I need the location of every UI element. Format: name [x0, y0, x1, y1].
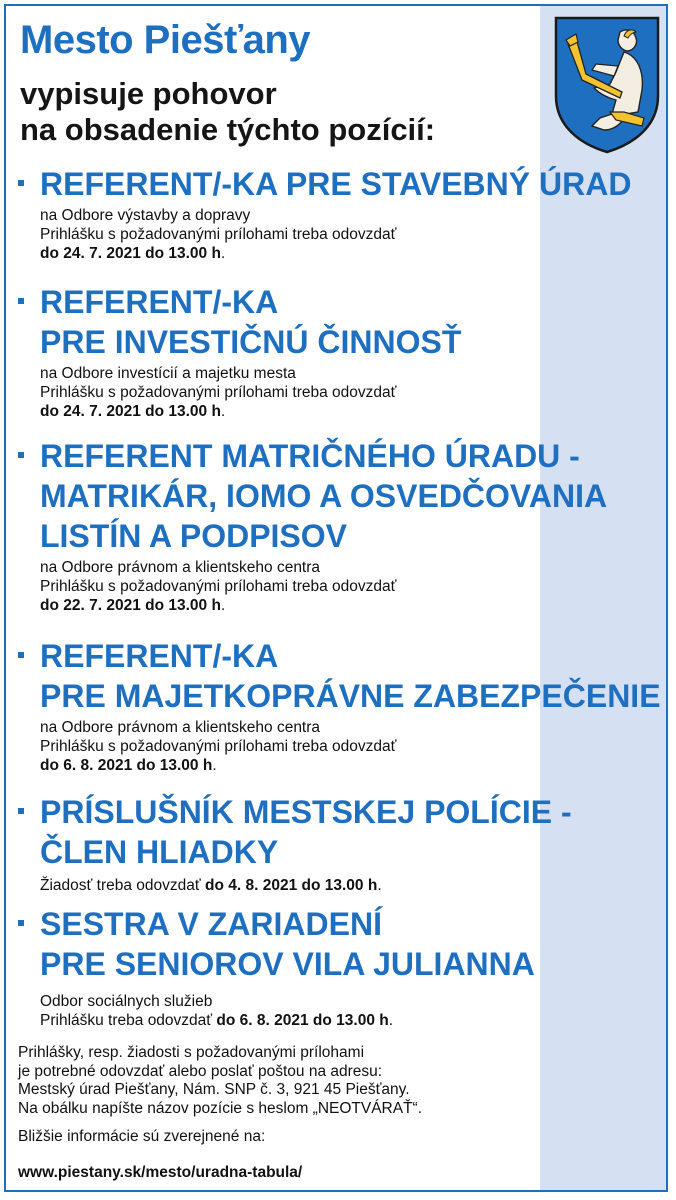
footer-instructions [18, 1044, 538, 1147]
position-submit-text: Prihlášku treba odovzdať [40, 1012, 213, 1029]
position-matricny-urad [0, 436, 676, 615]
position-title-line-2: MATRIKÁR, IOMO A OSVEDČOVANIA [40, 478, 608, 514]
position-title-line-2: PRE MAJETKOPRÁVNE ZABEZPEČENIE [40, 678, 661, 714]
subtitle-line-1: vypisuje pohovor [20, 76, 277, 111]
position-deadline-line: Prihlášku treba odovzdať do 6. 8. 2021 do 13.00 h. [40, 1012, 394, 1029]
position-department: na Odbore právnom a klientskeho centra [40, 559, 321, 576]
position-deadline: do 6. 8. 2021 do 13.00 h [40, 757, 213, 774]
footer-line: Na obálku napíšte názov pozície s heslom „NEOTVÁRAŤ“. [18, 1099, 423, 1117]
city-title: Mesto Piešťany [20, 18, 311, 62]
position-deadline: do 6. 8. 2021 do 13.00 h [216, 1012, 389, 1029]
position-deadline: do 24. 7. 2021 do 13.00 h [40, 403, 221, 420]
position-title-line-1: PRÍSLUŠNÍK MESTSKEJ POLÍCIE - [40, 794, 572, 830]
position-deadline-line: do 22. 7. 2021 do 13.00 h. [40, 597, 226, 614]
footer-line: je potrebné odovzdať alebo poslať poštou na adresu: [18, 1062, 383, 1080]
position-deadline-line: do 24. 7. 2021 do 13.00 h. [40, 245, 226, 262]
position-submit-text: Prihlášku s požadovanými prílohami treba odovzdať [40, 384, 397, 401]
position-mestska-policia [0, 792, 676, 895]
position-majetkopravne [0, 636, 676, 775]
position-title-line-2: PRE SENIOROV VILA JULIANNA [40, 946, 535, 982]
position-deadline: do 22. 7. 2021 do 13.00 h [40, 597, 221, 614]
position-deadline-line: Žiadosť treba odovzdať do 4. 8. 2021 do 13.00 h. [40, 877, 382, 894]
position-department: na Odbore výstavby a dopravy [40, 207, 251, 224]
subtitle-line-2: na obsadenie týchto pozícií: [20, 112, 436, 147]
website-link[interactable]: www.piestany.sk/mesto/uradna-tabula/ [18, 1164, 303, 1181]
position-title-line-2: PRE INVESTIČNÚ ČINNOSŤ [40, 324, 462, 360]
position-sestra-senior [0, 904, 676, 1030]
position-submit-text: Prihlášku s požadovanými prílohami treba odovzdať [40, 578, 397, 595]
position-deadline-line: do 6. 8. 2021 do 13.00 h. [40, 757, 217, 774]
position-submit-text: Prihlášku s požadovanými prílohami treba odovzdať [40, 738, 397, 755]
position-department: Odbor sociálnych služieb [40, 993, 213, 1010]
position-submit-text: Prihlášku s požadovanými prílohami treba odovzdať [40, 226, 397, 243]
position-title-line-1: REFERENT/-KA [40, 284, 279, 320]
position-stavebny-urad [0, 164, 676, 263]
footer-line: Mestský úrad Piešťany, Nám. SNP č. 3, 921 45 Piešťany. [18, 1081, 410, 1098]
position-deadline-line: do 24. 7. 2021 do 13.00 h. [40, 403, 226, 420]
position-title-line-1: SESTRA V ZARIADENÍ [40, 906, 382, 942]
position-deadline: do 24. 7. 2021 do 13.00 h [40, 245, 221, 262]
footer-line: Prihlášky, resp. žiadosti s požadovanými prílohami [18, 1044, 365, 1061]
position-submit-text: Žiadosť treba odovzdať [40, 877, 201, 894]
position-department: na Odbore právnom a klientskeho centra [40, 719, 321, 736]
footer-info: Bližšie informácie sú zverejnené na: [18, 1128, 266, 1145]
position-title-line-1: REFERENT MATRIČNÉHO ÚRADU - [40, 438, 580, 474]
position-title-line-3: LISTÍN A PODPISOV [40, 518, 347, 554]
position-title-line-1: REFERENT/-KA [40, 638, 279, 674]
position-department: na Odbore investícií a majetku mesta [40, 365, 296, 382]
position-title: REFERENT/-KA PRE STAVEBNÝ ÚRAD [40, 166, 632, 202]
position-investicna-cinnost [0, 282, 676, 421]
position-deadline: do 4. 8. 2021 do 13.00 h [205, 877, 378, 894]
position-title-line-2: ČLEN HLIADKY [40, 834, 279, 870]
